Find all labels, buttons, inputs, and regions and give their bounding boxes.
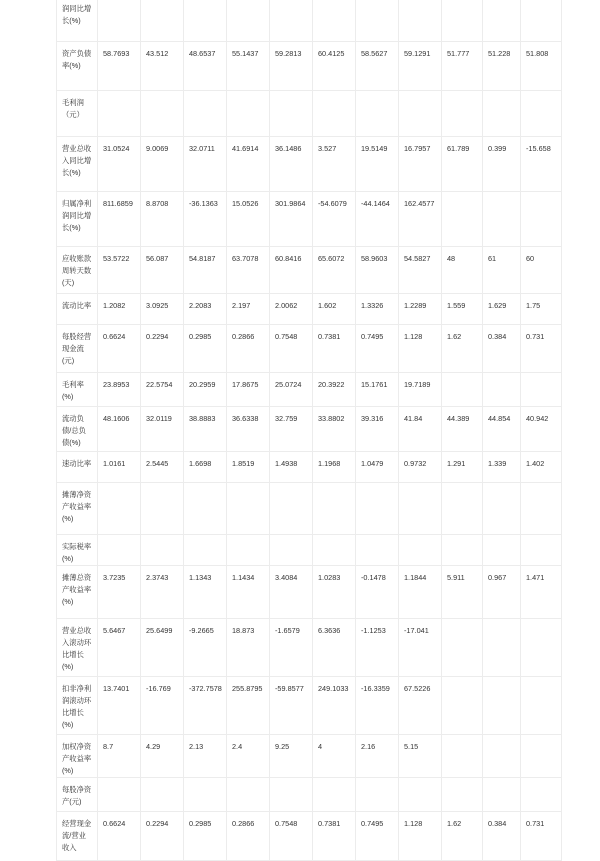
table-cell: 301.9864	[270, 192, 313, 247]
table-cell	[227, 778, 270, 812]
table-cell: 1.559	[442, 294, 483, 325]
table-cell: 2.16	[356, 735, 399, 778]
table-cell	[521, 373, 562, 407]
table-cell: 1.128	[399, 812, 442, 861]
table-cell	[270, 778, 313, 812]
table-row	[57, 735, 562, 778]
table-cell: -0.1478	[356, 566, 399, 619]
table-cell	[227, 483, 270, 535]
table-cell	[521, 778, 562, 812]
table-cell: 63.7078	[227, 247, 270, 294]
table-cell: 44.854	[483, 407, 521, 452]
table-cell: 1.2289	[399, 294, 442, 325]
table-cell	[483, 778, 521, 812]
table-cell	[483, 483, 521, 535]
row-label: 每股净资产(元)	[57, 778, 98, 812]
table-cell: 60.4125	[313, 42, 356, 91]
table-row	[57, 294, 562, 325]
table-cell: -17.041	[399, 619, 442, 677]
table-cell: 0.2294	[141, 812, 184, 861]
row-label: 润同比增长(%)	[57, 0, 98, 42]
table-cell	[399, 91, 442, 137]
table-row	[57, 535, 562, 566]
table-cell	[442, 483, 483, 535]
table-cell: 18.873	[227, 619, 270, 677]
table-row	[57, 91, 562, 137]
table-cell: 54.5827	[399, 247, 442, 294]
table-cell: 58.9603	[356, 247, 399, 294]
table-cell: 1.1968	[313, 452, 356, 483]
table-cell: -1.1253	[356, 619, 399, 677]
table-cell	[313, 778, 356, 812]
table-cell: 15.0526	[227, 192, 270, 247]
table-cell: 1.629	[483, 294, 521, 325]
table-cell	[399, 483, 442, 535]
table-cell	[483, 192, 521, 247]
table-cell	[483, 677, 521, 735]
table-cell	[313, 91, 356, 137]
table-cell	[356, 483, 399, 535]
table-cell: -15.658	[521, 137, 562, 192]
table-cell: 162.4577	[399, 192, 442, 247]
table-cell: 40.942	[521, 407, 562, 452]
table-row	[57, 42, 562, 91]
table-cell	[442, 0, 483, 42]
table-cell: 2.2083	[184, 294, 227, 325]
row-label: 摊薄净资产收益率(%)	[57, 483, 98, 535]
table-cell: 54.8187	[184, 247, 227, 294]
row-label: 每股经营现金流(元)	[57, 325, 98, 373]
table-row	[57, 812, 562, 861]
table-cell: 1.0161	[98, 452, 141, 483]
table-cell: 55.1437	[227, 42, 270, 91]
table-cell: 0.6624	[98, 325, 141, 373]
table-cell	[356, 0, 399, 42]
table-cell	[141, 0, 184, 42]
table-cell: 41.84	[399, 407, 442, 452]
table-cell: 0.7548	[270, 812, 313, 861]
table-cell: 0.2866	[227, 325, 270, 373]
table-cell: 36.1486	[270, 137, 313, 192]
table-cell	[313, 535, 356, 566]
table-cell: 5.15	[399, 735, 442, 778]
table-cell	[184, 0, 227, 42]
table-cell: -54.6079	[313, 192, 356, 247]
table-cell: 0.731	[521, 325, 562, 373]
table-cell	[483, 535, 521, 566]
table-cell: -59.8577	[270, 677, 313, 735]
table-cell: 60	[521, 247, 562, 294]
row-label: 归属净利润同比增长(%)	[57, 192, 98, 247]
table-cell	[227, 535, 270, 566]
table-cell	[399, 778, 442, 812]
table-cell: 1.62	[442, 812, 483, 861]
table-cell: 0.2294	[141, 325, 184, 373]
table-cell: 0.2866	[227, 812, 270, 861]
table-cell: 1.8519	[227, 452, 270, 483]
table-cell: 32.0711	[184, 137, 227, 192]
table-cell: 23.8953	[98, 373, 141, 407]
table-cell: 51.228	[483, 42, 521, 91]
table-cell	[442, 91, 483, 137]
table-cell: 0.7495	[356, 325, 399, 373]
table-cell: 255.8795	[227, 677, 270, 735]
table-row	[57, 452, 562, 483]
table-cell	[270, 535, 313, 566]
table-cell: 16.7957	[399, 137, 442, 192]
table-cell	[442, 619, 483, 677]
table-cell: 38.8883	[184, 407, 227, 452]
table-cell	[98, 778, 141, 812]
table-cell: 20.2959	[184, 373, 227, 407]
table-cell	[442, 373, 483, 407]
table-row	[57, 407, 562, 452]
table-cell	[356, 535, 399, 566]
table-cell	[442, 677, 483, 735]
row-label: 加权净资产收益率(%)	[57, 735, 98, 778]
table-row	[57, 619, 562, 677]
table-cell: 5.911	[442, 566, 483, 619]
table-cell	[356, 778, 399, 812]
table-cell: 51.777	[442, 42, 483, 91]
table-row	[57, 373, 562, 407]
table-cell: 0.6624	[98, 812, 141, 861]
table-cell: -372.7578	[184, 677, 227, 735]
row-label: 实际税率(%)	[57, 535, 98, 566]
table-cell: 13.7401	[98, 677, 141, 735]
table-cell	[141, 535, 184, 566]
table-cell	[521, 483, 562, 535]
table-cell	[521, 0, 562, 42]
table-cell: 41.6914	[227, 137, 270, 192]
financial-indicators-table	[56, 0, 562, 861]
table-cell	[184, 483, 227, 535]
table-cell: 65.6072	[313, 247, 356, 294]
table-cell: 0.731	[521, 812, 562, 861]
table-cell: 4	[313, 735, 356, 778]
table-cell: 43.512	[141, 42, 184, 91]
row-label: 营业总收入同比增长(%)	[57, 137, 98, 192]
table-cell: -44.1464	[356, 192, 399, 247]
table-cell	[442, 735, 483, 778]
table-cell: 1.402	[521, 452, 562, 483]
table-cell: 59.1291	[399, 42, 442, 91]
row-label: 营业总收入滚动环比增长(%)	[57, 619, 98, 677]
table-cell: 33.8802	[313, 407, 356, 452]
table-row	[57, 247, 562, 294]
table-cell: 32.759	[270, 407, 313, 452]
table-cell	[521, 735, 562, 778]
table-cell	[98, 483, 141, 535]
table-cell: 2.197	[227, 294, 270, 325]
table-cell: 25.6499	[141, 619, 184, 677]
table-cell	[141, 483, 184, 535]
table-cell: 58.7693	[98, 42, 141, 91]
table-cell	[442, 778, 483, 812]
table-cell	[442, 535, 483, 566]
table-cell: 51.808	[521, 42, 562, 91]
table-cell	[399, 535, 442, 566]
table-cell	[313, 0, 356, 42]
table-cell: 8.7	[98, 735, 141, 778]
table-cell: 0.384	[483, 812, 521, 861]
table-cell: 1.3326	[356, 294, 399, 325]
table-cell	[270, 91, 313, 137]
table-cell: 0.7548	[270, 325, 313, 373]
table-cell: 1.6698	[184, 452, 227, 483]
table-cell	[184, 535, 227, 566]
table-cell: 0.7495	[356, 812, 399, 861]
table-cell: 0.2985	[184, 812, 227, 861]
table-cell: 25.0724	[270, 373, 313, 407]
table-cell	[227, 0, 270, 42]
row-label: 资产负债率(%)	[57, 42, 98, 91]
table-cell	[184, 91, 227, 137]
table-cell: 1.1343	[184, 566, 227, 619]
row-label: 流动比率	[57, 294, 98, 325]
table-cell: 3.7235	[98, 566, 141, 619]
table-cell: 48	[442, 247, 483, 294]
table-cell: 39.316	[356, 407, 399, 452]
row-label: 扣非净利润滚动环比增长(%)	[57, 677, 98, 735]
table-cell: 19.7189	[399, 373, 442, 407]
table-cell	[521, 91, 562, 137]
table-cell: 1.471	[521, 566, 562, 619]
table-cell: 8.8708	[141, 192, 184, 247]
table-cell: 2.4	[227, 735, 270, 778]
table-cell: 32.0119	[141, 407, 184, 452]
table-cell: -16.3359	[356, 677, 399, 735]
table-cell: 1.128	[399, 325, 442, 373]
table-cell: -36.1363	[184, 192, 227, 247]
table-cell: 0.399	[483, 137, 521, 192]
table-cell: 48.1606	[98, 407, 141, 452]
table-cell: 1.4938	[270, 452, 313, 483]
table-cell	[98, 535, 141, 566]
table-cell	[483, 91, 521, 137]
table-cell	[483, 735, 521, 778]
table-cell	[98, 0, 141, 42]
row-label: 流动负债/总负债(%)	[57, 407, 98, 452]
table-cell: 2.13	[184, 735, 227, 778]
row-label: 经营现金流/营业收入	[57, 812, 98, 861]
table-cell	[141, 91, 184, 137]
table-cell: 2.0062	[270, 294, 313, 325]
table-cell: 67.5226	[399, 677, 442, 735]
table-cell: 4.29	[141, 735, 184, 778]
table-cell	[313, 483, 356, 535]
table-cell: 36.6338	[227, 407, 270, 452]
table-row	[57, 778, 562, 812]
table-row	[57, 483, 562, 535]
table-cell: 0.7381	[313, 325, 356, 373]
table-cell: 1.1844	[399, 566, 442, 619]
table-row	[57, 677, 562, 735]
table-cell: 48.6537	[184, 42, 227, 91]
table-cell: 22.5754	[141, 373, 184, 407]
table-cell	[521, 619, 562, 677]
table-cell: 9.25	[270, 735, 313, 778]
table-cell: 44.389	[442, 407, 483, 452]
table-row	[57, 192, 562, 247]
table-cell	[184, 778, 227, 812]
table-cell: 5.6467	[98, 619, 141, 677]
table-row	[57, 566, 562, 619]
row-label: 毛利润（元）	[57, 91, 98, 137]
table-cell: 3.527	[313, 137, 356, 192]
table-cell: 1.0283	[313, 566, 356, 619]
table-cell: -16.769	[141, 677, 184, 735]
table-cell: 3.4084	[270, 566, 313, 619]
table-cell: 56.087	[141, 247, 184, 294]
table-cell: 1.62	[442, 325, 483, 373]
table-cell: 17.8675	[227, 373, 270, 407]
table-cell: 0.2985	[184, 325, 227, 373]
table-cell	[521, 535, 562, 566]
table-cell: 20.3922	[313, 373, 356, 407]
table-cell: 1.291	[442, 452, 483, 483]
table-cell: 61	[483, 247, 521, 294]
row-label: 应收账款周转天数(天)	[57, 247, 98, 294]
table-cell	[483, 0, 521, 42]
table-cell	[98, 91, 141, 137]
table-cell: 1.602	[313, 294, 356, 325]
row-label: 摊薄总资产收益率(%)	[57, 566, 98, 619]
table-row	[57, 0, 562, 42]
table-cell	[141, 778, 184, 812]
table-cell: 6.3636	[313, 619, 356, 677]
table-cell: 59.2813	[270, 42, 313, 91]
table-cell: 1.339	[483, 452, 521, 483]
table-cell	[399, 0, 442, 42]
table-cell	[270, 483, 313, 535]
table-cell: 1.0479	[356, 452, 399, 483]
table-cell: -9.2665	[184, 619, 227, 677]
table-cell: 58.5627	[356, 42, 399, 91]
table-cell: -1.6579	[270, 619, 313, 677]
table-cell: 2.5445	[141, 452, 184, 483]
table-cell: 60.8416	[270, 247, 313, 294]
table-cell: 1.2082	[98, 294, 141, 325]
table-cell	[483, 619, 521, 677]
table-cell: 0.7381	[313, 812, 356, 861]
table-cell	[227, 91, 270, 137]
table-cell: 3.0925	[141, 294, 184, 325]
table-cell: 15.1761	[356, 373, 399, 407]
table-cell: 1.1434	[227, 566, 270, 619]
row-label: 速动比率	[57, 452, 98, 483]
table-cell	[521, 192, 562, 247]
table-cell	[270, 0, 313, 42]
table-cell: 0.9732	[399, 452, 442, 483]
table-cell: 0.384	[483, 325, 521, 373]
table-cell: 53.5722	[98, 247, 141, 294]
table-cell: 19.5149	[356, 137, 399, 192]
row-label: 毛利率(%)	[57, 373, 98, 407]
table-row	[57, 137, 562, 192]
table-cell: 2.3743	[141, 566, 184, 619]
table-cell	[356, 91, 399, 137]
table-cell	[442, 192, 483, 247]
table-cell: 811.6859	[98, 192, 141, 247]
table-cell: 31.0524	[98, 137, 141, 192]
table-cell: 0.967	[483, 566, 521, 619]
table-cell	[483, 373, 521, 407]
table-row	[57, 325, 562, 373]
table-cell: 1.75	[521, 294, 562, 325]
table-cell: 249.1033	[313, 677, 356, 735]
table-cell: 61.789	[442, 137, 483, 192]
table-cell	[521, 677, 562, 735]
table-cell: 9.0069	[141, 137, 184, 192]
